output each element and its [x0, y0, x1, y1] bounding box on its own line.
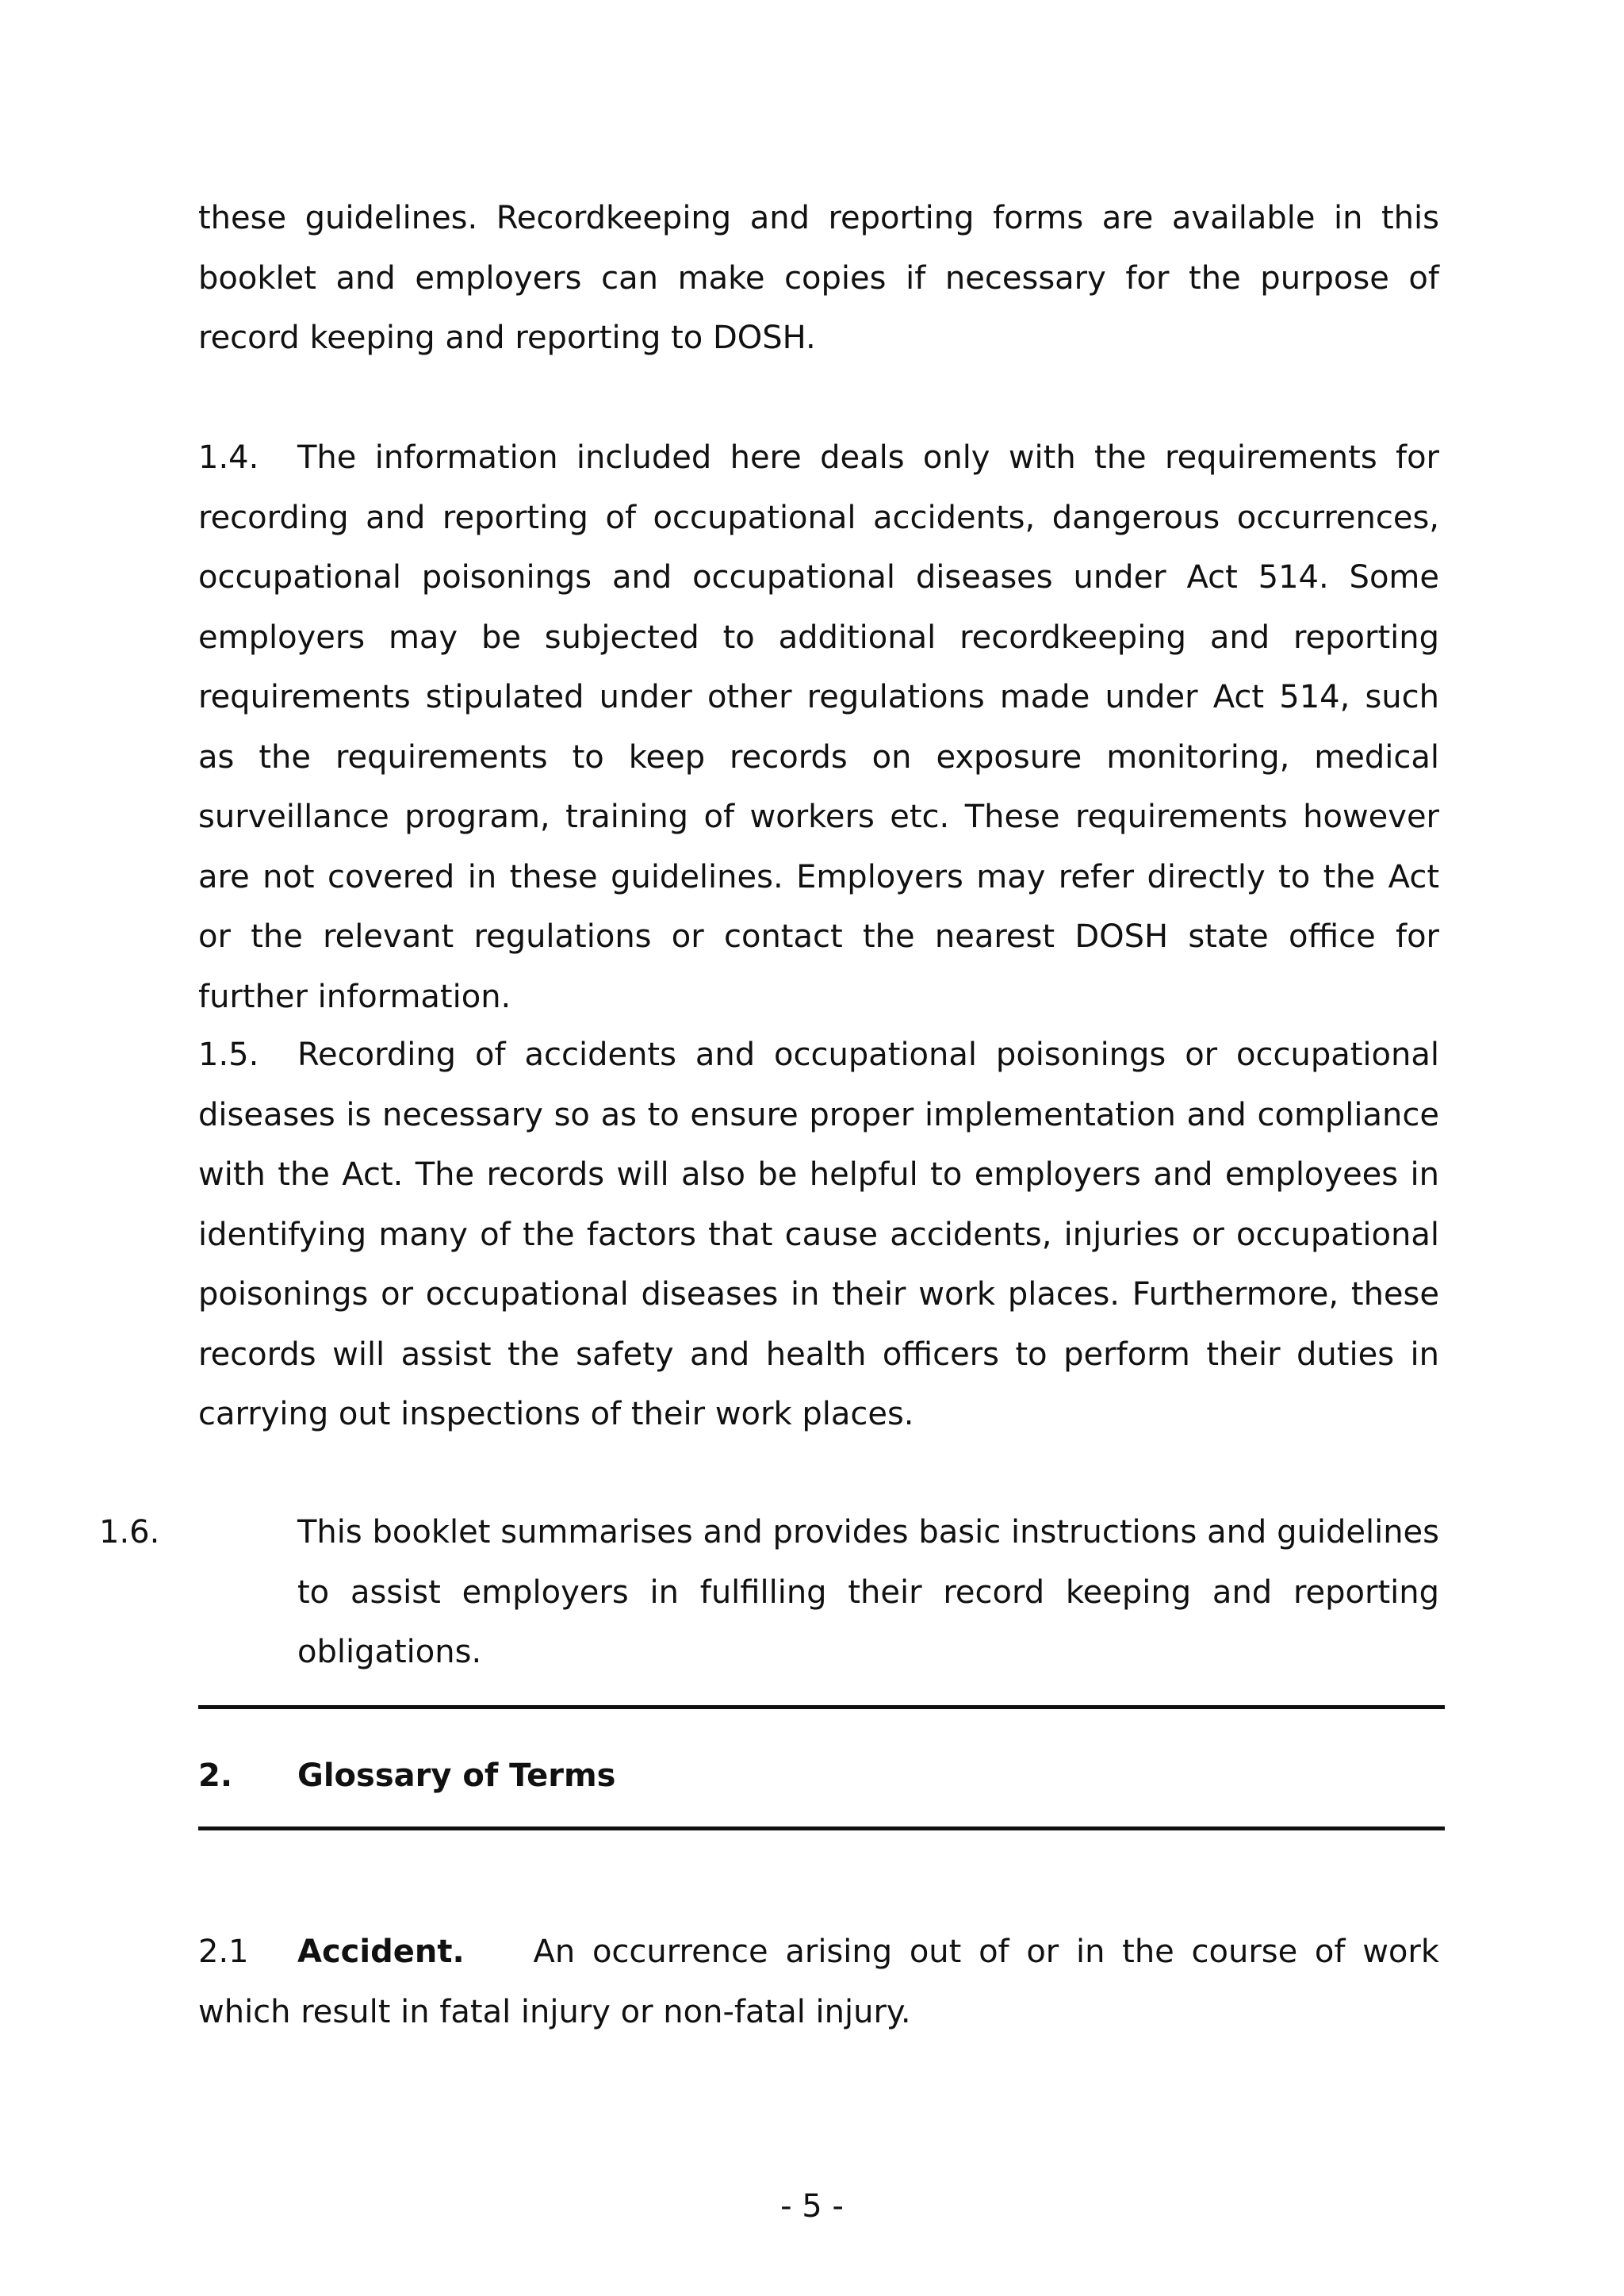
- section-1-4: [198, 428, 1439, 1027]
- section-text: The information included here deals only with the requirements for recording and reporting of occupational accidents, dangerous occurrences, occupational poisonings and occupational diseases under Act 514. Some employers may be subjected to additional recordkeeping and reporting requirements stipulated under other regulations made under Act 514, such as the requirements to keep records on exposure monitoring, medical surveillance program, training of workers etc. These requirements however are not covered in these guidelines. Employers may refer directly to the Act or the relevant regulations or contact the nearest DOSH state office for further information.: [198, 439, 1439, 1015]
- heading-bottom-rule: [198, 1826, 1445, 1830]
- page-number: - 5 -: [780, 2188, 844, 2225]
- section-1-6: [99, 1503, 1439, 1683]
- section-1-5-paragraph: [198, 1025, 1439, 1445]
- section-number: 1.5.: [198, 1037, 259, 1073]
- section-text: This booklet summarises and provides basic instructions and guidelines to assist employers in fulfilling their record keeping and reporting obligations.: [297, 1514, 1439, 1670]
- glossary-item-number: 2.1: [198, 1934, 249, 1970]
- section-number: 1.6.: [99, 1514, 160, 1550]
- glossary-item-2-1: [198, 1922, 1439, 2042]
- intro-paragraph: [198, 189, 1439, 369]
- heading-number: 2.: [198, 1757, 233, 1794]
- glossary-item-paragraph: [198, 1922, 1439, 2042]
- section-text: Recording of accidents and occupational poisonings or occupational diseases is necessary so as to ensure proper implementation and compliance with the Act. The records will also be helpful to employers and employees in identifying many of the factors that cause accidents, injuries or occupational poisonings or occupational diseases in their work places. Furthermore, these records will assist the safety and health officers to perform their duties in carrying out inspections of their work places.: [198, 1037, 1439, 1432]
- glossary-heading: [198, 1746, 615, 1806]
- glossary-definition: An occurrence arising out of or in the course of work which result in fatal injury or non-fatal injury.: [198, 1934, 1440, 2030]
- glossary-term: Accident.: [297, 1934, 465, 1970]
- heading-title: Glossary of Terms: [297, 1757, 616, 1794]
- section-number: 1.4.: [198, 439, 259, 476]
- intro-paragraph-text: these guidelines. Recordkeeping and reporting forms are available in this booklet and employers can make copies if necessary for the purpose of record keeping and reporting to DOSH.: [198, 200, 1439, 356]
- section-1-6-paragraph: [99, 1503, 1439, 1683]
- heading-top-rule: [198, 1705, 1445, 1709]
- section-1-4-paragraph: [198, 428, 1439, 1027]
- section-1-5: [198, 1025, 1439, 1445]
